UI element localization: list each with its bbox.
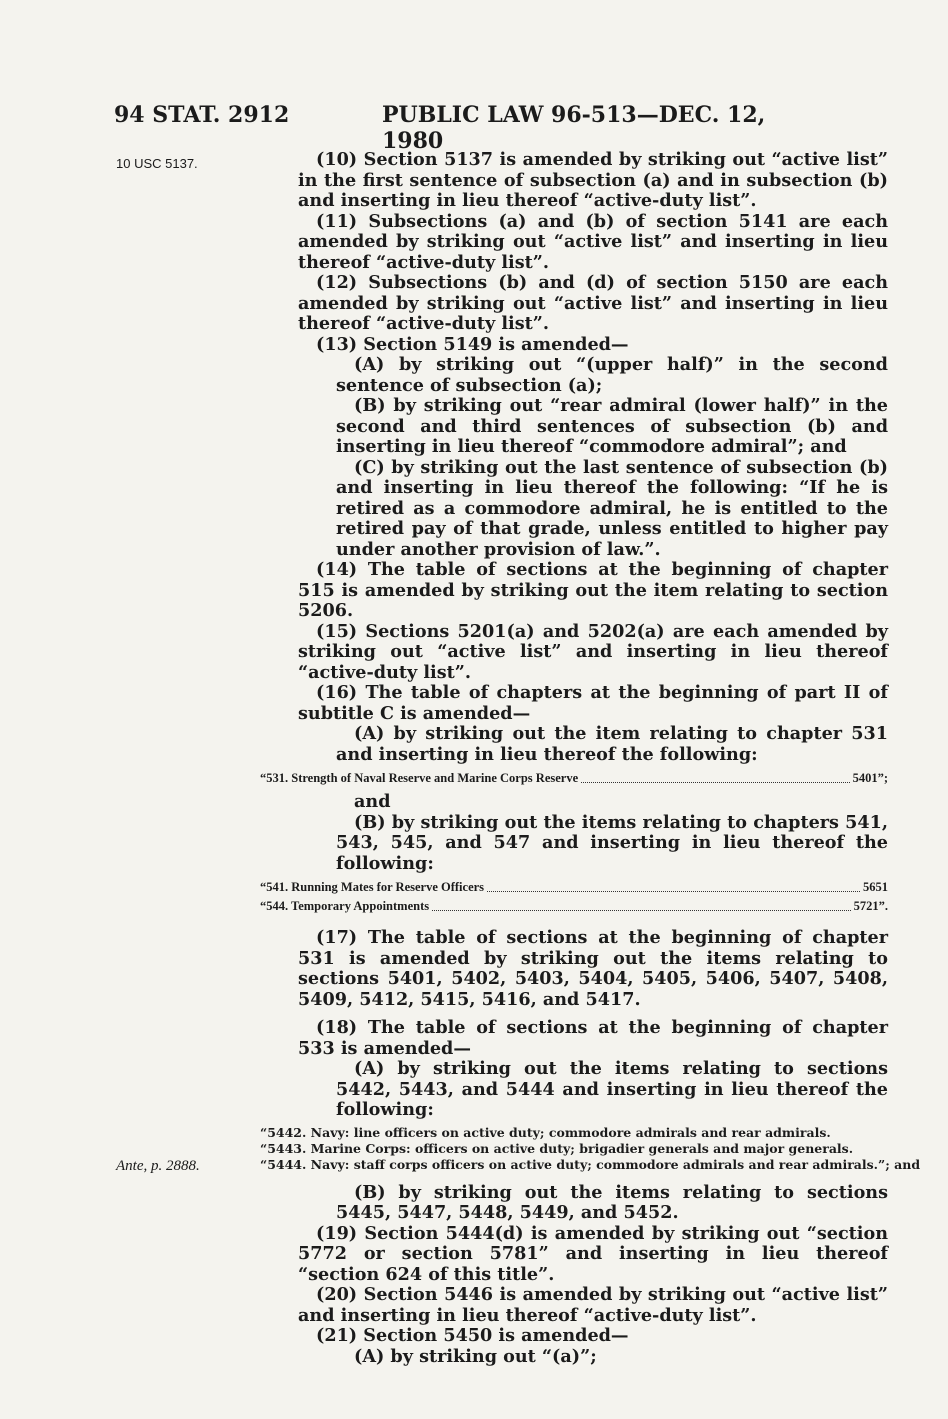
connector-and: and [354,791,391,812]
table-row: “5443. Marine Corps: officers on active duty; brigadier generals and major generals. [260,1140,854,1156]
dot-leader [432,897,851,911]
chapter-table-531 [260,769,888,788]
paragraph-16a: (A) by striking out the item relating to chapter 531 and inserting in lieu thereof the following: [336,723,888,765]
paragraph-13: (13) Section 5149 is amended— [316,333,629,355]
paragraph-21: (21) Section 5450 is amended— [316,1325,629,1346]
table-row: “5442. Navy: line officers on active duty; commodore admirals and rear admirals. [260,1124,831,1140]
paragraph-13b: (B) by striking out “rear admiral (lower half)” in the second and third sentences of subsection (b) and inserting in lieu thereof “commodore admiral”; and [336,395,888,457]
margin-note-usc: 10 USC 5137. [116,156,198,171]
paragraph-18: (18) The table of sections at the beginning of chapter 533 is amended— [298,1017,888,1059]
table-row-text: “531. Strength of Naval Reserve and Marine Corps Reserve [260,771,579,785]
table-row: “5444. Navy: staff corps officers on active duty; commodore admirals and rear admirals.”; and [260,1156,921,1172]
statute-page-number: 94 STAT. 2912 [114,102,290,128]
paragraph-14: (14) The table of sections at the beginning of chapter 515 is amended by striking out the item relating to section 5206. [298,559,888,621]
table-row [260,769,888,788]
table-row-number: 5401”; [852,771,888,785]
table-row-number: 5721”. [853,899,888,913]
paragraph-15: (15) Sections 5201(a) and 5202(a) are each amended by striking out “active list” and inserting in lieu thereof “active-duty list”. [298,620,888,683]
document-body [260,149,921,1367]
section-table-5442-5444 [260,1125,928,1173]
paragraph-18b: (B) by striking out the items relating to sections 5445, 5447, 5448, 5449, and 5452. [336,1181,888,1223]
paragraph-18a: (A) by striking out the items relating to sections 5442, 5443, and 5444 and inserting in lieu thereof the following: [336,1058,888,1120]
paragraph-16b: (B) by striking out the items relating to chapters 541, 543, 545, and 547 and inserting in lieu thereof the following: [336,811,888,874]
paragraph-13a: (A) by striking out “(upper half)” in the second sentence of subsection (a); [336,354,888,396]
margin-note-ante: Ante, p. 2888. [116,1158,200,1174]
dot-leader [581,769,849,783]
paragraph-17: (17) The table of sections at the beginning of chapter 531 is amended by striking out the items relating to sections 5401, 5402, 5403, 5404, 5405, 5406, 5407, 5408, 5409, 5412, 5415, 5416, and 5417. [298,927,888,1010]
paragraph-20: (20) Section 5446 is amended by striking out “active list” and inserting in lieu thereof “active-duty list”. [298,1284,888,1326]
paragraph-13c: (C) by striking out the last sentence of subsection (b) and inserting in lieu thereof the following: “If he is retired as a commodore admiral, he is entitled to the retired pay of that grade, unless entitled to higher pay under another provision of law.”. [336,456,888,560]
table-row [260,878,888,897]
paragraph-16: (16) The table of chapters at the beginning of part II of subtitle C is amended— [298,682,888,724]
chapter-table-541-544 [260,878,888,916]
paragraph-10: (10) Section 5137 is amended by striking out “active list” in the first sentence of subsection (a) and in subsection (b) and inserting in lieu thereof “active-duty list”. [298,149,888,211]
dot-leader [487,878,860,892]
paragraph-12: (12) Subsections (b) and (d) of section 5150 are each amended by striking out “active list” and inserting in lieu thereof “active-duty list”. [298,272,888,334]
paragraph-21a: (A) by striking out “(a)”; [354,1345,597,1367]
table-row [260,897,888,916]
table-row-number: 5651 [863,880,888,894]
table-row-text: “544. Temporary Appointments [260,899,430,913]
paragraph-11: (11) Subsections (a) and (b) of section 5141 are each amended by striking out “active list” and inserting in lieu thereof “active-duty list”. [298,210,888,273]
page-header [114,102,774,154]
law-title: PUBLIC LAW 96-513—DEC. 12, 1980 [382,102,766,154]
paragraph-19: (19) Section 5444(d) is amended by striking out “section 5772 or section 5781” and inserting in lieu thereof “section 624 of this title”. [298,1222,888,1285]
table-row-text: “541. Running Mates for Reserve Officers [260,880,485,894]
